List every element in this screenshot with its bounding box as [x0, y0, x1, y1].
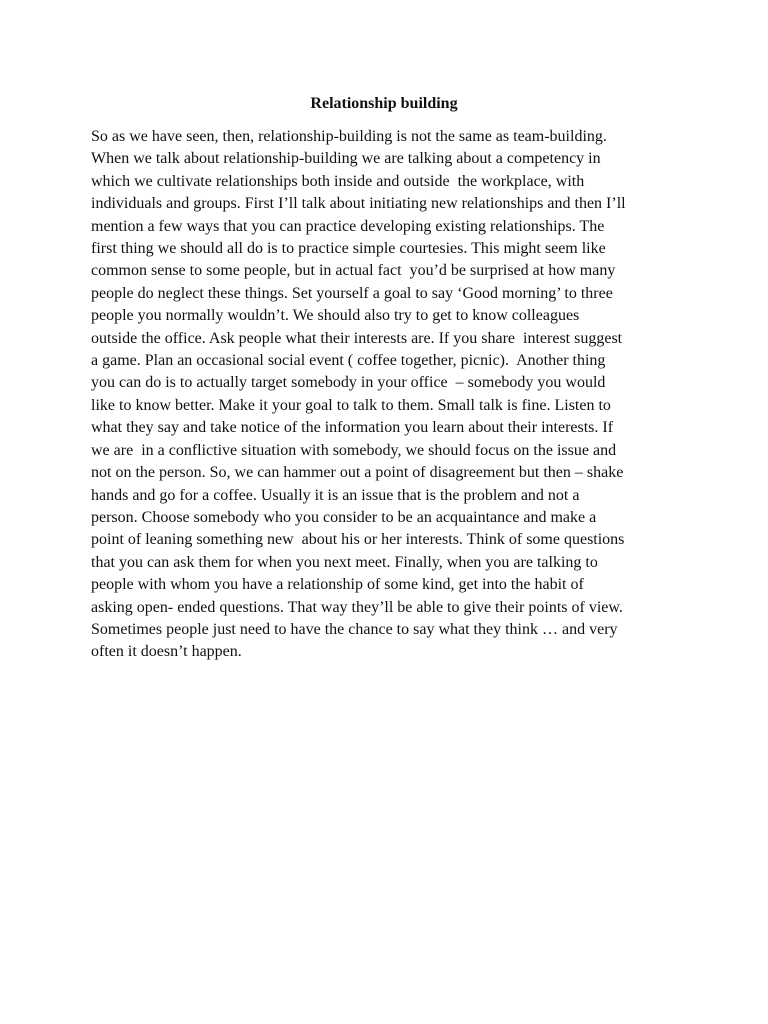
text-line: first thing we should all do is to practice simple courtesies. This might seem like — [91, 240, 606, 258]
text-line: we are in a conflictive situation with somebody, we should focus on the issue and — [91, 441, 617, 459]
text-line: Sometimes people just need to have the chance to say what they think … and very — [91, 620, 618, 638]
text-line: common sense to some people, but in actual fact you’d be surprised at how many — [91, 262, 616, 280]
text-line: people do neglect these things. Set yourself a goal to say ‘Good morning’ to three — [91, 284, 613, 302]
text-line: hands and go for a coffee. Usually it is an issue that is the problem and not a — [91, 486, 580, 504]
text-line: individuals and groups. First I’ll talk about initiating new relationships and then I’ll — [91, 195, 626, 213]
text-line: mention a few ways that you can practice developing existing relationships. The — [91, 217, 605, 235]
text-line: you can do is to actually target somebody in your office – somebody you would — [91, 374, 606, 392]
text-line: what they say and take notice of the information you learn about their interests. If — [91, 419, 614, 437]
text-line: like to know better. Make it your goal to talk to them. Small talk is fine. Listen to — [91, 396, 611, 414]
body-paragraph — [91, 126, 691, 664]
text-line: outside the office. Ask people what their interests are. If you share interest suggest — [91, 329, 623, 347]
text-line: people with whom you have a relationship of some kind, get into the habit of — [91, 576, 584, 594]
text-line: which we cultivate relationships both inside and outside the workplace, with — [91, 172, 585, 190]
text-line: asking open- ended questions. That way they’ll be able to give their points of view. — [91, 598, 623, 616]
text-line: not on the person. So, we can hammer out a point of disagreement but then – shake — [91, 464, 624, 482]
document-title: Relationship building — [310, 95, 458, 112]
text-line: that you can ask them for when you next meet. Finally, when you are talking to — [91, 553, 598, 571]
text-line: often it doesn’t happen. — [91, 643, 242, 661]
text-line: point of leaning something new about his or her interests. Think of some questions — [91, 531, 625, 549]
text-line: So as we have seen, then, relationship-building is not the same as team-building. — [91, 128, 607, 145]
text-line: When we talk about relationship-building we are talking about a competency in — [91, 150, 601, 168]
text-line: people you normally wouldn’t. We should also try to get to know colleagues — [91, 307, 580, 325]
text-line: person. Choose somebody who you consider to be an acquaintance and make a — [91, 508, 597, 526]
text-line: a game. Plan an occasional social event ( coffee together, picnic). Another thing — [91, 352, 606, 370]
